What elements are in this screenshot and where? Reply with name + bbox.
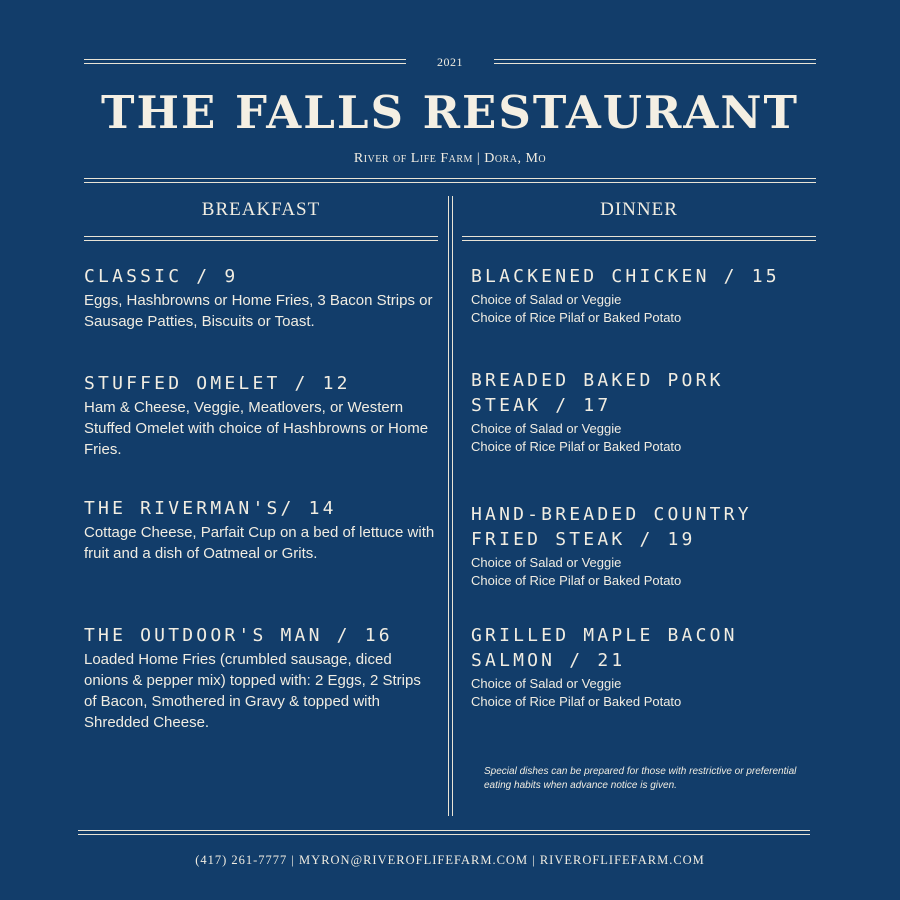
breakfast-item-name: THE RIVERMAN'S/ 14 [84,498,337,519]
breakfast-heading: BREAKFAST [201,199,321,220]
dinner-item [471,264,816,327]
footer-top-rule [78,830,810,835]
restaurant-subtitle: River of Life Farm | Dora, Mo [353,151,547,166]
dinner-item [471,623,816,711]
breakfast-item-desc: Loaded Home Fries (crumbled sausage, diced onions & pepper mix) topped with: 2 Eggs, 2 Strips of Bacon, Smothered in Gravy & topped with Shredded Cheese. [84,651,421,731]
dinner-heading: DINNER [600,199,678,220]
breakfast-item [84,264,436,332]
breakfast-item [84,623,436,733]
footer-contact: (417) 261-7777 | MYRON@RIVEROFLIFEFARM.COM | RIVEROFLIFEFARM.COM [195,853,705,867]
breakfast-item-desc: Cottage Cheese, Parfait Cup on a bed of lettuce with fruit and a dish of Oatmeal or Grits. [84,524,435,562]
special-dishes-note: Special dishes can be prepared for those with restrictive or preferential eating habits when advance notice is given. [484,766,797,791]
dinner-item [471,368,816,456]
dinner-item-desc: Choice of Salad or Veggie Choice of Rice Pilaf or Baked Potato [471,676,682,709]
dinner-heading-rule [462,236,816,241]
breakfast-item-desc: Eggs, Hashbrowns or Home Fries, 3 Bacon Strips or Sausage Patties, Biscuits or Toast. [84,292,433,330]
header-bottom-rule [84,178,816,183]
dinner-item-desc: Choice of Salad or Veggie Choice of Rice Pilaf or Baked Potato [471,421,682,454]
breakfast-item-name: STUFFED OMELET / 12 [84,373,351,394]
dinner-item-name: GRILLED MAPLE BACON SALMON / 21 [471,625,738,671]
dinner-item-desc: Choice of Salad or Veggie Choice of Rice Pilaf or Baked Potato [471,292,682,325]
dinner-item [471,502,816,590]
dinner-item-name: BREADED BAKED PORK STEAK / 17 [471,370,724,416]
year-label: 2021 [437,55,463,69]
column-divider [448,196,453,816]
dinner-item-name: BLACKENED CHICKEN / 15 [471,266,780,287]
breakfast-item-name: THE OUTDOOR'S MAN / 16 [84,625,393,646]
breakfast-item-desc: Ham & Cheese, Veggie, Meatlovers, or Western Stuffed Omelet with choice of Hashbrowns or Home Fries. [84,399,429,458]
dinner-item-desc: Choice of Salad or Veggie Choice of Rice Pilaf or Baked Potato [471,555,682,588]
dinner-item-name: HAND-BREADED COUNTRY FRIED STEAK / 19 [471,504,752,550]
breakfast-item [84,496,436,564]
breakfast-item [84,371,436,460]
breakfast-item-name: CLASSIC / 9 [84,266,239,287]
restaurant-title: THE FALLS RESTAURANT [101,86,799,139]
breakfast-heading-rule [84,236,438,241]
